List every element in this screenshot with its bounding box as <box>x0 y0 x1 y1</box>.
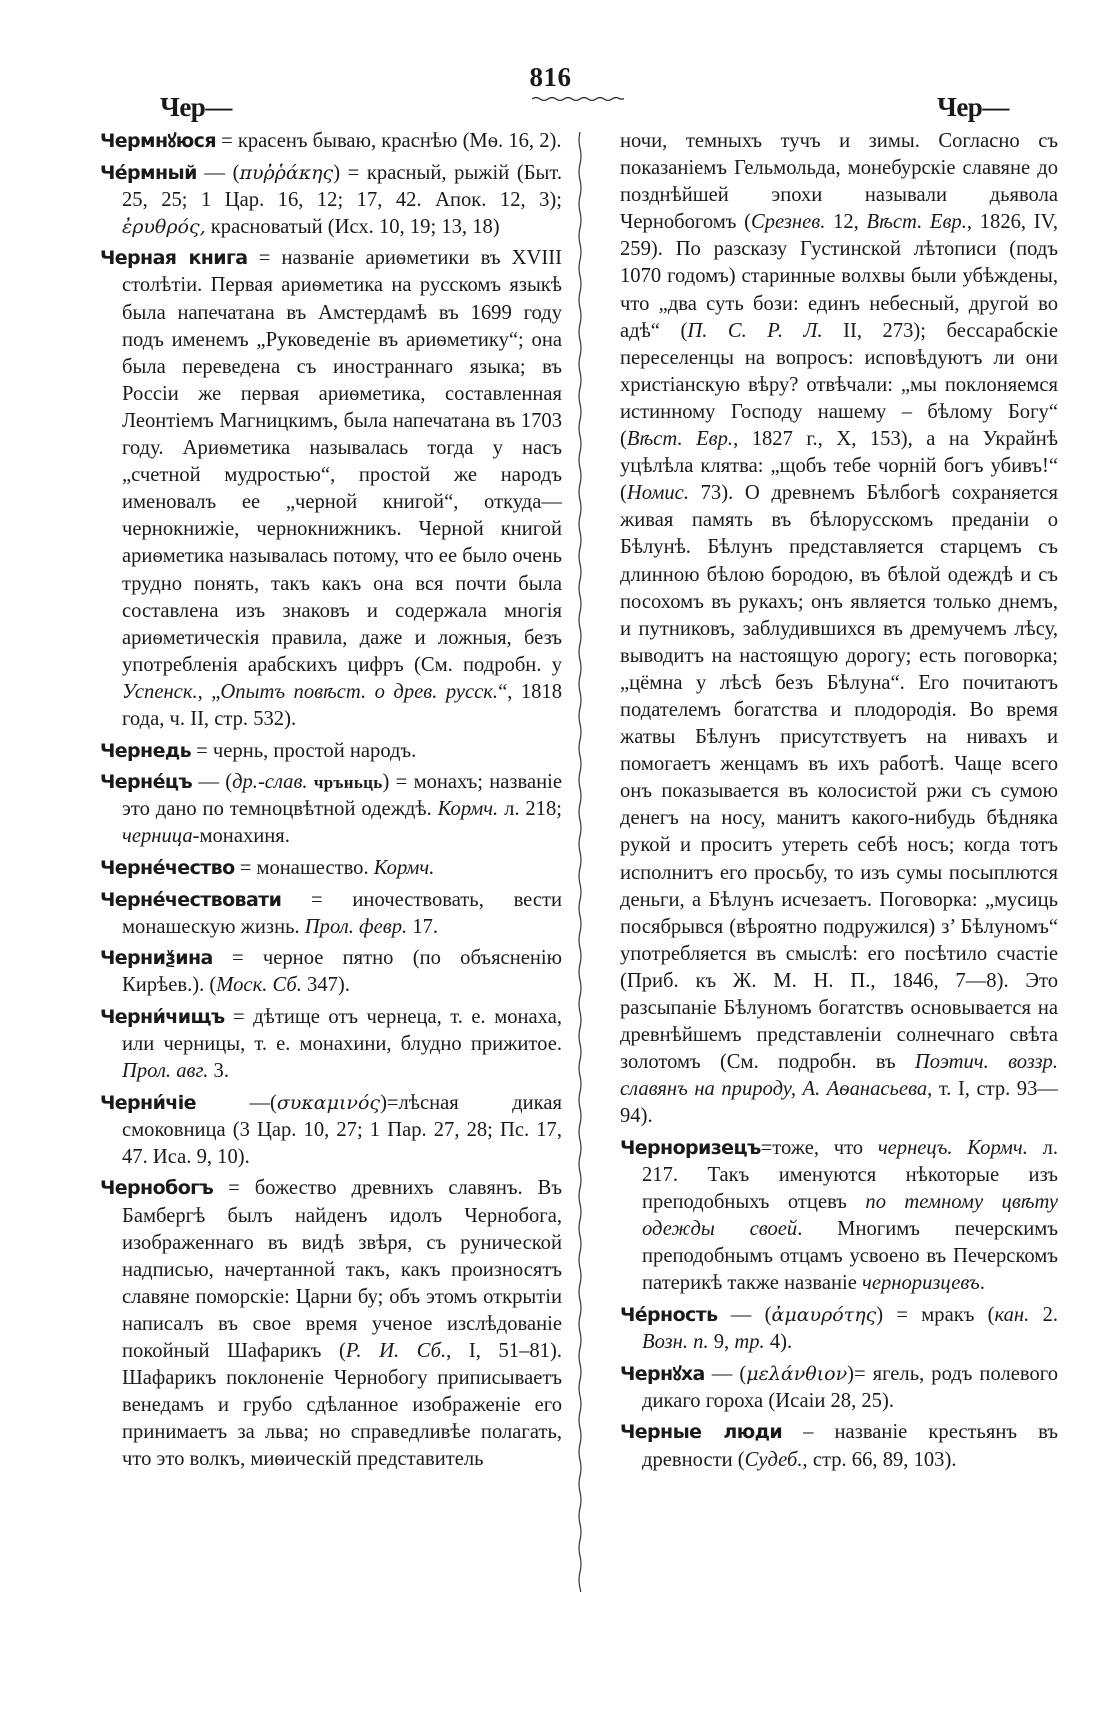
dictionary-entry <box>100 738 562 765</box>
italic-reference: Срезнев. <box>750 211 826 234</box>
definition-text: ночи, темныхъ тучъ и зимы. Согласно съ показаніемъ Гельмольда, монебурскіе славяне до позднѣйшей эпохи называли дьявола Чернобогомъ ( <box>620 130 1058 234</box>
definition-text: – названіе крестьянъ въ древности ( <box>642 1421 1058 1471</box>
definition-text: 4). <box>764 1331 793 1354</box>
page-number-underline <box>532 96 624 102</box>
continued-entry <box>620 128 1058 1130</box>
italic-reference: др.-слав. <box>232 771 308 794</box>
italic-reference: Вѣст. Евр. <box>626 428 734 451</box>
definition-text: , стр. 66, 89, 103). <box>802 1448 957 1471</box>
definition-text: =тоже, что <box>760 1136 878 1159</box>
italic-reference: черница <box>122 825 193 848</box>
italic-reference: Прол. авг. <box>122 1060 209 1083</box>
definition-text: 17. <box>407 915 439 938</box>
definition-text: — ( <box>717 1304 772 1327</box>
dictionary-entry <box>100 887 562 941</box>
definition-text: 347). <box>301 974 350 997</box>
definition-text: , 1827 г., X, 153), а на Украйнѣ уцѣлѣла клятва: „щобъ тебе чорній богъ убивъ!“ ( <box>620 428 1059 505</box>
italic-reference: Моск. Сб. <box>216 974 302 997</box>
italic-reference: по темному цвѣту одежды своей <box>642 1191 1058 1241</box>
definition-text: , т. I, стр. 93—94). <box>620 1078 1058 1128</box>
greek-term: μελάνθιον <box>746 1362 848 1385</box>
definition-text: ) = монахъ; названіе это дано по темноцвѣтной одеждѣ. <box>122 771 563 821</box>
dictionary-entry <box>100 128 562 155</box>
headword: Че́рность <box>620 1304 718 1327</box>
greek-term: πυῤῥάκης <box>239 161 334 184</box>
headword: Черне́цъ <box>100 771 193 794</box>
definition-text: 12, <box>825 211 867 234</box>
headword: Черне́чество <box>100 856 235 879</box>
dictionary-entry <box>100 1090 562 1171</box>
definition-text: — ( <box>192 771 233 794</box>
headword: Чернобогъ <box>100 1177 214 1200</box>
italic-reference: черноризцевъ <box>862 1272 980 1295</box>
italic-reference: Прол. февр. <box>304 915 408 938</box>
definition-text: = названіе ариѳметики въ XVIII столѣтіи. Первая ариѳметика на русскомъ языкѣ была напечатана въ Амстердамѣ въ 1699 году подъ именемъ „Руковеденіе въ ариѳметику“; она была переведена съ иностраннаго языка; въ Россіи же первая ариѳметика, составленная Леонтіемъ Магницкимъ, была напечатана въ 1703 году. Ариѳметика называлась тогда у насъ „счетной мудростью“, простой же народъ именовалъ ее „черной книгой“, откуда—чернокнижіе, чернокнижникъ. Черной книгой ариѳметика называлась потому, что ее было очень трудно понять, такъ какъ она вся почти была составлена изъ знаковъ и содержала многія ариѳметическія правила, даже и ложныя, безъ употребленія арабскихъ цифръ (См. подробн. у <box>122 247 562 676</box>
definition-text: = божество древнихъ славянъ. Въ Бамбергѣ былъ найденъ идолъ Чернобога, изображеннаго въ видѣ звѣря, съ рунической надписью, начертанной такъ, какъ произносятъ славяне поморскіе: Царни бу; объ этомъ открытіи написалъ въ свое время ученое изслѣдованіе покойный Шафарикъ ( <box>122 1177 562 1363</box>
definition-text: 3. <box>208 1060 229 1083</box>
dictionary-entry <box>100 1004 562 1085</box>
italic-reference: Успенск. <box>122 680 198 703</box>
greek-term: ἐρυθρός, <box>122 215 206 238</box>
definition-text: = черное пятно (по объясненію Кирѣев.). ( <box>122 947 562 997</box>
dictionary-entry <box>620 1419 1058 1473</box>
definition-text: л. 218; <box>498 798 562 821</box>
right-column <box>620 128 1058 1478</box>
definition-text: — ( <box>704 1362 747 1385</box>
italic-reference: Вѣст. Евр. <box>866 211 967 234</box>
italic-reference: Кормч. <box>373 856 435 879</box>
italic-reference: Опытъ повѣст. о древ. русск. <box>220 680 499 703</box>
definition-text: л. 217. Такъ именуются нѣкоторые изъ преподобныхъ отцевъ <box>642 1136 1058 1214</box>
headword: Черная книга <box>100 247 248 270</box>
definition-text: . <box>979 1272 985 1295</box>
italic-reference: Р. И. Сб. <box>345 1340 447 1363</box>
definition-text: 73). О древнемъ Бѣлбогѣ сохраняется живая память въ бѣлорусскомъ преданіи о Бѣлунѣ. Бѣлунъ представляется старцемъ съ длинною бѣлою бородою, въ бѣлой одеждѣ и съ посохомъ въ рукахъ; онъ является только днемъ, и путниковъ, заблудившихся въ дремучемъ лѣсу, выводитъ на настоящую дорогу; есть поговорка; „цёмна у лѣсѣ безъ Бѣлуна“. Его почитаютъ подателемъ богатства и плодородія. Во время жатвы Бѣлунъ присутствуетъ на нивахъ и помогаетъ женцамъ въ ихъ работѣ. Чаще всего онъ показывается въ колосистой ржи съ сумою денегъ на носу, манитъ какого-нибудь бѣдняка рукой и проситъ утереть себѣ носъ; когда тотъ исполнитъ его просьбу, то изъ сумы посыплются деньги, а Бѣлунъ исчезаетъ. Поговорка: „мусиць посябрывся (вѣроятно подружился) з’ Бѣлуномъ“ употребляется въ смыслѣ: его посѣтило счастіе (Приб. къ Ж. М. Н. П., 1846, 7—8). Это разсыпаніе Бѣлуномъ богатствъ основывается на древнѣйшемъ представленіи солнечнаго свѣта золотомъ (См. подробн. въ <box>620 482 1058 1074</box>
italic-reference: Кормч. <box>437 798 499 821</box>
definition-text: 2. <box>1029 1304 1059 1327</box>
running-head-right: Чер— <box>937 92 1009 122</box>
dictionary-entry <box>100 769 562 850</box>
italic-reference: П. С. Р. Л. <box>687 319 823 342</box>
definition-text: “, 1818 года, ч. II, стр. 532). <box>122 680 563 730</box>
definition-text: II, 273); бессарабскіе переселенцы на вопросъ: исповѣдуютъ ли они христіанскую вѣру? отвѣчали: „мы поклоняемся истинному Господу нашему – бѣлому Богу“ ( <box>620 319 1058 451</box>
italic-reference: тр. <box>734 1331 765 1354</box>
dictionary-entry <box>100 160 562 241</box>
definition-text: красноватый (Исх. 10, 19; 13, 18) <box>205 215 500 238</box>
dictionary-entry <box>100 245 562 733</box>
headword: Черни́чіе <box>100 1091 196 1114</box>
italic-reference: кан. <box>994 1304 1030 1327</box>
definition-text: ) = красный, рыжій (Быт. 25, 25; 1 Цар. 16, 12; 17, 42. Апок. 12, 3); <box>122 161 562 211</box>
italic-reference: Номис. <box>626 482 689 505</box>
headword: Черноризецъ <box>620 1136 761 1159</box>
greek-term: συκαμινός <box>276 1091 381 1114</box>
running-head-left: Чер— <box>160 92 232 122</box>
dictionary-entry <box>620 1135 1058 1298</box>
definition-text: , „ <box>197 680 221 703</box>
headword: Черни́чищъ <box>100 1005 225 1028</box>
dictionary-entry <box>100 945 562 999</box>
page-number: 816 <box>529 62 572 92</box>
headword: Чернедь <box>100 739 192 762</box>
column-divider <box>575 132 585 1592</box>
definition-text: )=лѣсная дикая смоковница (3 Цар. 10, 27; 1 Пар. 27, 28; Пс. 17, 47. Иса. 9, 10). <box>122 1091 562 1168</box>
dictionary-entry <box>620 1361 1058 1415</box>
definition-text: ) = мракъ ( <box>876 1304 995 1327</box>
definition-text: )= ягель, родъ полевого дикаго гороха (Исаіи 28, 25). <box>642 1362 1058 1412</box>
definition-text: = чернь, простой народъ. <box>191 739 417 762</box>
definition-text: = красенъ бываю, краснѣю (Мѳ. 16, 2). <box>215 130 562 152</box>
headword: Че́рмный <box>100 161 197 184</box>
headword: Чернꙋха <box>620 1362 705 1385</box>
definition-text: = иночествовать, вести монашескую жизнь. <box>122 888 562 938</box>
definition-text: — ( <box>196 161 240 184</box>
definition-text: = монашество. <box>234 856 374 879</box>
headword: Черниѯина <box>100 947 213 970</box>
headword: Черне́чествовати <box>100 888 282 911</box>
definition-text: , 1826, IV, 259). По разсказу Густинской лѣтописи (подъ 1070 годомъ) старинные волхвы были убѣждены, что „два суть бози: единъ небесный, другой во адѣ“ ( <box>620 211 1058 342</box>
greek-term: ἀμαυρότης <box>771 1304 877 1327</box>
dictionary-entry <box>100 1175 562 1473</box>
dictionary-entry <box>620 1302 1058 1356</box>
definition-text: , I, 51–81). Шафарикъ поклоненіе Чернобогу приписываетъ венедамъ и грубо сдѣланное изображеніе его принимаетъ за льва; но справедливѣе полагать, что это волкъ, миѳическій представитель <box>122 1340 562 1471</box>
slavonic-form: чръньць <box>313 773 383 793</box>
italic-reference: Возн. п. <box>642 1331 709 1354</box>
definition-text: . Многимъ печерскимъ преподобнымъ отцамъ усвоено въ Печерскомъ патерикѣ также названіе <box>642 1218 1058 1295</box>
italic-reference: чернецъ. Кормч. <box>877 1136 1028 1159</box>
definition-text: —( <box>195 1091 277 1114</box>
left-column <box>100 128 562 1478</box>
definition-text: 9, <box>708 1331 735 1354</box>
headword: Черные люди <box>620 1421 783 1444</box>
definition-text: = дѣтище отъ чернеца, т. е. монаха, или черницы, т. е. монахини, блудно прижитое. <box>122 1005 562 1055</box>
headword: Чермнꙋюся <box>100 130 216 152</box>
definition-text: -монахиня. <box>192 825 290 848</box>
italic-reference: Судеб. <box>744 1448 803 1471</box>
italic-reference: Поэтич. воззр. славянъ на природу, А. Аѳанасьева <box>620 1051 1059 1101</box>
dictionary-entry <box>100 855 562 882</box>
